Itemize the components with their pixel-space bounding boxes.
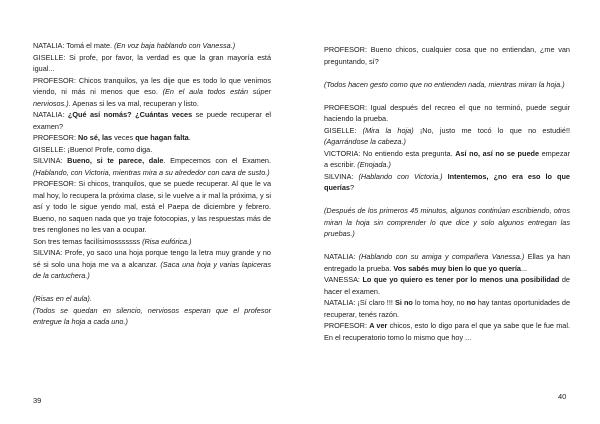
- dialogue-paragraph: PROFESOR: Si chicos, tranquilos, que se puede recuperar. Al que le va mal hoy, lo recupera la próxima clase, si le vuelve a ir mal la próxima, y si así y todo le sigue yendo mal, está el Paepa de diciembre y febrero. Bueno, no saquen nada que yo traje fotocopias, y las respuestas más de tres renglones no les van a ocupar.: [33, 179, 271, 234]
- stage-direction: (Enojada.): [357, 160, 391, 169]
- dialogue-paragraph: GISELLE: Si profe, por favor, la verdad es que la gran mayoría está igual...: [33, 52, 271, 73]
- stage-direction: (Risa eufórica.): [142, 236, 192, 246]
- dialogue-paragraph: NATALIA: (Hablando con su amiga y compañera Vanessa.) Ellas ya han entregado la prueba. Vos sabés muy bien lo que yo quería...: [324, 252, 571, 273]
- dialogue-paragraph: NATALIA: ¿Qué así nomás? ¿Cuántas veces se puede recuperar el examen?: [33, 110, 272, 131]
- stage-direction: (En voz baja hablando con Vanessa.): [114, 41, 236, 50]
- stage-direction: (Todos hacen gesto como que no entienden nada, mientras miran la hoja.): [324, 79, 565, 89]
- bold-phrase: Vos sabés muy bien lo que yo quería: [393, 263, 521, 273]
- stage-direction: (En el aula todos están súper nerviosos.): [33, 87, 272, 108]
- stage-direction: (Risas en el aula): [33, 294, 90, 303]
- dialogue-paragraph: (Risas en el aula).: [33, 294, 92, 303]
- right-page-text: [324, 44, 570, 343]
- bold-phrase: que hagan falta: [135, 133, 189, 142]
- stage-direction: (Agarrándose la cabeza.): [324, 137, 406, 146]
- bold-phrase: Así no, así no se puede: [455, 148, 540, 158]
- stage-direction: (Mira la hoja): [362, 125, 414, 135]
- dialogue-paragraph: NATALIA: ¡Sí claro !!! Si no lo toma hoy, no no hay tantas oportunidades de recuperar, tenés razón.: [324, 298, 570, 319]
- dialogue-paragraph: PROFESOR: A ver chicos, esto lo digo para el que ya sabe que le fue mal. En el recuperatorio tomo lo mismo que hoy ...: [324, 321, 570, 342]
- bold-phrase: ¿Qué así nomás?: [67, 110, 132, 119]
- stage-direction: (Todos se quedan en silencio, nerviosos esperan que el profesor entregue la hoja a cada uno.): [33, 305, 271, 326]
- dialogue-paragraph: GISELLE: ¡Bueno! Profe, como diga.: [33, 144, 153, 154]
- dialogue-paragraph: SILVINA: (Hablando con Victoria.) Intentemos, ¿no era eso lo que querías?: [324, 171, 570, 192]
- stage-direction: (Hablando, con Victoria, mientras mira a su alrededor con cara de susto.): [33, 167, 270, 177]
- bold-phrase: Lo que yo quiero es tener por lo menos una posibilidad: [362, 275, 560, 284]
- bold-phrase: A ver: [369, 321, 388, 330]
- right-page: [300, 0, 600, 424]
- page-number-right: 40: [558, 392, 567, 401]
- stage-direction: (Hablando con Victoria.): [358, 171, 443, 181]
- bold-phrase: No sé, las: [78, 133, 113, 142]
- dialogue-paragraph: Son tres temas facilísimosssssss (Risa eufórica.): [33, 236, 192, 246]
- dialogue-paragraph: NATALIA: Tomá el mate. (En voz baja hablando con Vanessa.): [33, 41, 236, 50]
- left-page-text: [33, 40, 271, 328]
- dialogue-paragraph: PROFESOR: No sé, las veces que hagan falta.: [33, 133, 191, 142]
- dialogue-paragraph: SILVINA: Profe, yo saco una hoja porque tengo la letra muy grande y no sé si solo una hoja me va a alcanzar. (Saca una hoja y varias lapiceras de la cartuchera.): [33, 248, 272, 280]
- dialogue-paragraph: [324, 79, 570, 91]
- dialogue-paragraph: VICTORIA: No entiendo esta pregunta. Así no, así no se puede empezar a escribir. (Enojada.): [324, 148, 570, 169]
- dialogue-paragraph: [33, 305, 271, 328]
- stage-direction: (Después de los primeros 45 minutos, algunos continúan escribiendo, otros miran la hoja sin comprender lo que dice y solo algunos entregan las pruebas.): [324, 206, 570, 238]
- dialogue-paragraph: [324, 205, 570, 240]
- stage-direction: (Hablando con su amiga y compañera Vanessa.): [358, 252, 525, 261]
- bold-phrase: Bueno, si te parece, dale: [67, 156, 164, 165]
- page-number-left: 39: [33, 396, 42, 405]
- dialogue-paragraph: PROFESOR: Bueno chicos, cualquier cosa que no entiendan, ¿me van preguntando, sí?: [324, 45, 570, 66]
- dialogue-paragraph: VANESSA: Lo que yo quiero es tener por lo menos una posibilidad de hacer el examen.: [324, 275, 570, 296]
- dialogue-paragraph: PROFESOR: Chicos tranquilos, ya les dije que es todo lo que venimos viendo, ni más ni menos que eso. (En el aula todos están súper nerviosos.). Apenas si les va mal, recuperan y listo.: [33, 75, 272, 108]
- dialogue-paragraph: GISELLE: (Mira la hoja) ¡No, justo me tocó lo que no estudié!! (Agarrándose la cabeza.): [324, 125, 571, 146]
- bold-phrase: Intentemos, ¿no era eso lo que querías: [324, 171, 570, 192]
- dialogue-paragraph: SILVINA: Bueno, si te parece, dale. Empecemos con el Examen. (Hablando, con Victoria, mientras mira a su alrededor con cara de susto.): [33, 156, 271, 177]
- bold-phrase: Si no: [394, 298, 413, 307]
- dialogue-paragraph: PROFESOR: Igual después del recreo el que no terminó, puede seguir haciendo la prueba.: [324, 102, 570, 123]
- bold-phrase: no: [466, 298, 476, 307]
- stage-direction: (Saca una hoja y varias lapiceras de la cartuchera.): [33, 259, 272, 280]
- bold-phrase: ¿Cuántas veces: [135, 110, 193, 119]
